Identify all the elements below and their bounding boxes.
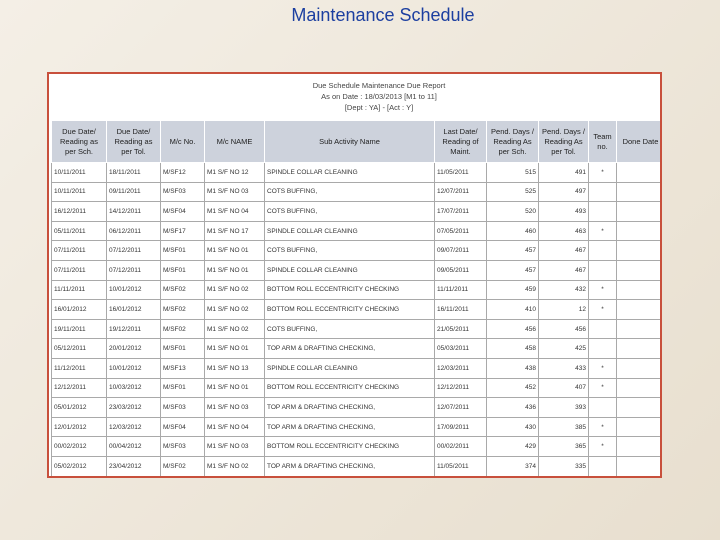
table-row — [52, 319, 663, 339]
machine-no-cell: M/SF03 — [161, 437, 205, 457]
pend-days-sch-cell: 457 — [487, 260, 539, 280]
table-row — [52, 437, 663, 457]
done-date-cell — [617, 339, 663, 359]
column-header: Due Date/ Reading as per Tol. — [107, 121, 161, 163]
due-date-tol-cell: 12/03/2012 — [107, 417, 161, 437]
column-header: M/c No. — [161, 121, 205, 163]
done-date-cell — [617, 437, 663, 457]
due-date-sch-cell: 19/11/2011 — [52, 319, 107, 339]
machine-no-cell: M/SF12 — [161, 163, 205, 183]
due-date-sch-cell: 12/01/2012 — [52, 417, 107, 437]
team-no-cell — [589, 456, 617, 476]
due-date-sch-cell: 11/11/2011 — [52, 280, 107, 300]
team-no-cell: * — [589, 437, 617, 457]
last-maint-date-cell: 11/05/2011 — [435, 163, 487, 183]
last-maint-date-cell: 05/03/2011 — [435, 339, 487, 359]
due-date-sch-cell: 07/11/2011 — [52, 241, 107, 261]
due-date-sch-cell: 11/12/2011 — [52, 358, 107, 378]
pend-days-tol-cell: 493 — [539, 202, 589, 222]
table-body — [52, 163, 663, 477]
sub-activity-name-cell: COTS BUFFING, — [265, 202, 435, 222]
due-date-sch-cell: 05/02/2012 — [52, 456, 107, 476]
due-date-tol-cell: 23/04/2012 — [107, 456, 161, 476]
due-date-tol-cell: 00/04/2012 — [107, 437, 161, 457]
due-date-tol-cell: 09/11/2011 — [107, 182, 161, 202]
machine-no-cell: M/SF03 — [161, 182, 205, 202]
report-title: Due Schedule Maintenance Due Report — [312, 81, 446, 90]
machine-no-cell: M/SF13 — [161, 358, 205, 378]
due-date-tol-cell: 10/01/2012 — [107, 358, 161, 378]
last-maint-date-cell: 00/02/2011 — [435, 437, 487, 457]
last-maint-date-cell: 17/09/2011 — [435, 417, 487, 437]
machine-name-cell: M1 S/F NO 03 — [205, 182, 265, 202]
machine-no-cell: M/SF04 — [161, 417, 205, 437]
machine-no-cell: M/SF01 — [161, 339, 205, 359]
machine-name-cell: M1 S/F NO 12 — [205, 163, 265, 183]
pend-days-sch-cell: 515 — [487, 163, 539, 183]
done-date-cell — [617, 202, 663, 222]
done-date-cell — [617, 417, 663, 437]
sub-activity-name-cell: BOTTOM ROLL ECCENTRICITY CHECKING — [265, 300, 435, 320]
due-date-tol-cell: 07/12/2011 — [107, 260, 161, 280]
machine-no-cell: M/SF02 — [161, 300, 205, 320]
pend-days-tol-cell: 467 — [539, 260, 589, 280]
team-no-cell — [589, 260, 617, 280]
team-no-cell — [589, 182, 617, 202]
table-row — [52, 221, 663, 241]
team-no-cell: * — [589, 358, 617, 378]
due-date-tol-cell: 23/03/2012 — [107, 398, 161, 418]
pend-days-sch-cell: 460 — [487, 221, 539, 241]
report-as-on-date: As on Date : 18/03/2013 [M1 to 11] — [321, 92, 437, 101]
table-row — [52, 300, 663, 320]
pend-days-sch-cell: 430 — [487, 417, 539, 437]
last-maint-date-cell: 16/11/2011 — [435, 300, 487, 320]
last-maint-date-cell: 09/05/2011 — [435, 260, 487, 280]
pend-days-tol-cell: 12 — [539, 300, 589, 320]
machine-name-cell: M1 S/F NO 04 — [205, 202, 265, 222]
table-row — [52, 280, 663, 300]
sub-activity-name-cell: BOTTOM ROLL ECCENTRICITY CHECKING — [265, 280, 435, 300]
machine-no-cell: M/SF01 — [161, 260, 205, 280]
last-maint-date-cell: 12/03/2011 — [435, 358, 487, 378]
due-date-tol-cell: 10/03/2012 — [107, 378, 161, 398]
pend-days-sch-cell: 436 — [487, 398, 539, 418]
last-maint-date-cell: 11/05/2011 — [435, 456, 487, 476]
pend-days-tol-cell: 407 — [539, 378, 589, 398]
last-maint-date-cell: 12/12/2011 — [435, 378, 487, 398]
machine-name-cell: M1 S/F NO 17 — [205, 221, 265, 241]
pend-days-tol-cell: 365 — [539, 437, 589, 457]
pend-days-tol-cell: 463 — [539, 221, 589, 241]
due-date-tol-cell: 14/12/2011 — [107, 202, 161, 222]
pend-days-sch-cell: 457 — [487, 241, 539, 261]
done-date-cell — [617, 378, 663, 398]
sub-activity-name-cell: COTS BUFFING, — [265, 241, 435, 261]
table-row — [52, 398, 663, 418]
machine-no-cell: M/SF04 — [161, 202, 205, 222]
done-date-cell — [617, 358, 663, 378]
sub-activity-name-cell: SPINDLE COLLAR CLEANING — [265, 221, 435, 241]
machine-name-cell: M1 S/F NO 01 — [205, 260, 265, 280]
last-maint-date-cell: 21/05/2011 — [435, 319, 487, 339]
table-row — [52, 163, 663, 183]
table-row — [52, 378, 663, 398]
column-header: Done Date — [617, 121, 663, 163]
pend-days-tol-cell: 433 — [539, 358, 589, 378]
pend-days-tol-cell: 385 — [539, 417, 589, 437]
pend-days-tol-cell: 393 — [539, 398, 589, 418]
report-header — [279, 80, 479, 113]
due-date-tol-cell: 20/01/2012 — [107, 339, 161, 359]
done-date-cell — [617, 319, 663, 339]
due-date-sch-cell: 05/12/2011 — [52, 339, 107, 359]
table-row — [52, 260, 663, 280]
table-row — [52, 417, 663, 437]
due-date-sch-cell: 16/12/2011 — [52, 202, 107, 222]
team-no-cell — [589, 241, 617, 261]
table-row — [52, 358, 663, 378]
due-date-tol-cell: 16/01/2012 — [107, 300, 161, 320]
table-row — [52, 241, 663, 261]
column-header: Pend. Days / Reading As per Sch. — [487, 121, 539, 163]
due-date-sch-cell: 10/11/2011 — [52, 163, 107, 183]
machine-name-cell: M1 S/F NO 01 — [205, 378, 265, 398]
sub-activity-name-cell: SPINDLE COLLAR CLEANING — [265, 260, 435, 280]
last-maint-date-cell: 09/07/2011 — [435, 241, 487, 261]
machine-name-cell: M1 S/F NO 02 — [205, 300, 265, 320]
team-no-cell: * — [589, 221, 617, 241]
team-no-cell: * — [589, 280, 617, 300]
pend-days-sch-cell: 429 — [487, 437, 539, 457]
team-no-cell: * — [589, 417, 617, 437]
machine-name-cell: M1 S/F NO 03 — [205, 398, 265, 418]
due-date-sch-cell: 07/11/2011 — [52, 260, 107, 280]
due-date-tol-cell: 19/12/2011 — [107, 319, 161, 339]
table-row — [52, 339, 663, 359]
done-date-cell — [617, 398, 663, 418]
sub-activity-name-cell: COTS BUFFING, — [265, 182, 435, 202]
machine-no-cell: M/SF01 — [161, 378, 205, 398]
sub-activity-name-cell: SPINDLE COLLAR CLEANING — [265, 358, 435, 378]
machine-name-cell: M1 S/F NO 02 — [205, 456, 265, 476]
pend-days-sch-cell: 452 — [487, 378, 539, 398]
pend-days-tol-cell: 467 — [539, 241, 589, 261]
due-date-sch-cell: 00/02/2012 — [52, 437, 107, 457]
machine-no-cell: M/SF02 — [161, 319, 205, 339]
report-frame — [47, 72, 662, 478]
column-header: Due Date/ Reading as per Sch. — [52, 121, 107, 163]
done-date-cell — [617, 456, 663, 476]
machine-name-cell: M1 S/F NO 03 — [205, 437, 265, 457]
machine-name-cell: M1 S/F NO 02 — [205, 319, 265, 339]
last-maint-date-cell: 12/07/2011 — [435, 398, 487, 418]
column-header: Pend. Days / Reading As per Tol. — [539, 121, 589, 163]
sub-activity-name-cell: SPINDLE COLLAR CLEANING — [265, 163, 435, 183]
team-no-cell — [589, 202, 617, 222]
done-date-cell — [617, 182, 663, 202]
sub-activity-name-cell: BOTTOM ROLL ECCENTRICITY CHECKING — [265, 378, 435, 398]
last-maint-date-cell: 07/05/2011 — [435, 221, 487, 241]
table-row — [52, 182, 663, 202]
team-no-cell: * — [589, 163, 617, 183]
pend-days-sch-cell: 438 — [487, 358, 539, 378]
team-no-cell: * — [589, 300, 617, 320]
due-date-sch-cell: 16/01/2012 — [52, 300, 107, 320]
column-header: M/c NAME — [205, 121, 265, 163]
sub-activity-name-cell: TOP ARM & DRAFTING CHECKING, — [265, 417, 435, 437]
machine-name-cell: M1 S/F NO 13 — [205, 358, 265, 378]
machine-no-cell: M/SF02 — [161, 280, 205, 300]
pend-days-sch-cell: 410 — [487, 300, 539, 320]
pend-days-tol-cell: 497 — [539, 182, 589, 202]
machine-name-cell: M1 S/F NO 01 — [205, 241, 265, 261]
machine-name-cell: M1 S/F NO 04 — [205, 417, 265, 437]
team-no-cell — [589, 398, 617, 418]
machine-name-cell: M1 S/F NO 02 — [205, 280, 265, 300]
pend-days-sch-cell: 520 — [487, 202, 539, 222]
pend-days-sch-cell: 456 — [487, 319, 539, 339]
pend-days-tol-cell: 425 — [539, 339, 589, 359]
due-date-tol-cell: 10/01/2012 — [107, 280, 161, 300]
machine-no-cell: M/SF03 — [161, 398, 205, 418]
due-date-tol-cell: 07/12/2011 — [107, 241, 161, 261]
machine-name-cell: M1 S/F NO 01 — [205, 339, 265, 359]
slide-title: Maintenance Schedule — [291, 5, 475, 25]
pend-days-tol-cell: 432 — [539, 280, 589, 300]
done-date-cell — [617, 241, 663, 261]
column-header: Last Date/ Reading of Maint. — [435, 121, 487, 163]
machine-no-cell: M/SF17 — [161, 221, 205, 241]
last-maint-date-cell: 12/07/2011 — [435, 182, 487, 202]
pend-days-sch-cell: 459 — [487, 280, 539, 300]
schedule-table — [51, 120, 662, 477]
sub-activity-name-cell: TOP ARM & DRAFTING CHECKING, — [265, 398, 435, 418]
due-date-sch-cell: 12/12/2011 — [52, 378, 107, 398]
team-no-cell — [589, 339, 617, 359]
table-header-row — [52, 121, 663, 163]
sub-activity-name-cell: TOP ARM & DRAFTING CHECKING, — [265, 339, 435, 359]
done-date-cell — [617, 280, 663, 300]
due-date-tol-cell: 06/12/2011 — [107, 221, 161, 241]
pend-days-sch-cell: 458 — [487, 339, 539, 359]
last-maint-date-cell: 11/11/2011 — [435, 280, 487, 300]
pend-days-tol-cell: 491 — [539, 163, 589, 183]
pend-days-sch-cell: 374 — [487, 456, 539, 476]
team-no-cell — [589, 319, 617, 339]
pend-days-tol-cell: 335 — [539, 456, 589, 476]
due-date-sch-cell: 10/11/2011 — [52, 182, 107, 202]
machine-no-cell: M/SF02 — [161, 456, 205, 476]
table-row — [52, 456, 663, 476]
sub-activity-name-cell: TOP ARM & DRAFTING CHECKING, — [265, 456, 435, 476]
done-date-cell — [617, 260, 663, 280]
sub-activity-name-cell: COTS BUFFING, — [265, 319, 435, 339]
done-date-cell — [617, 300, 663, 320]
machine-no-cell: M/SF01 — [161, 241, 205, 261]
due-date-tol-cell: 18/11/2011 — [107, 163, 161, 183]
due-date-sch-cell: 05/11/2011 — [52, 221, 107, 241]
sub-activity-name-cell: BOTTOM ROLL ECCENTRICITY CHECKING — [265, 437, 435, 457]
done-date-cell — [617, 163, 663, 183]
due-date-sch-cell: 05/01/2012 — [52, 398, 107, 418]
last-maint-date-cell: 17/07/2011 — [435, 202, 487, 222]
report-dept-activity: [Dept : YA] - [Act : Y] — [344, 103, 414, 112]
pend-days-sch-cell: 525 — [487, 182, 539, 202]
team-no-cell: * — [589, 378, 617, 398]
pend-days-tol-cell: 456 — [539, 319, 589, 339]
done-date-cell — [617, 221, 663, 241]
table-row — [52, 202, 663, 222]
column-header: Team no. — [589, 121, 617, 163]
column-header: Sub Activity Name — [265, 121, 435, 163]
